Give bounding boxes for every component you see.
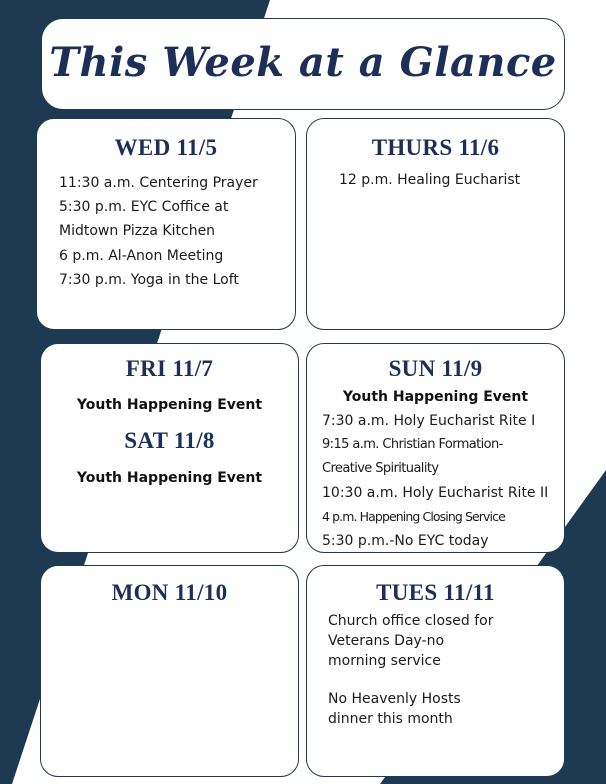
event-line: Church office closed for — [328, 613, 494, 629]
event-line: morning service — [328, 653, 441, 669]
event-line: Youth Happening Event — [76, 397, 263, 413]
event-line: Midtown Pizza Kitchen — [59, 223, 216, 239]
event-line: 5:30 p.m.-No EYC today — [322, 533, 489, 549]
event-line: 6 p.m. Al-Anon Meeting — [59, 248, 224, 264]
day-card-tues — [306, 565, 565, 777]
event-line: dinner this month — [328, 711, 453, 727]
event-line: Youth Happening Event — [76, 470, 263, 486]
event-line: 7:30 a.m. Holy Eucharist Rite I — [322, 413, 536, 429]
event-line: Veterans Day-no — [328, 633, 445, 649]
page-title: This Week at a Glance — [49, 39, 557, 86]
event-line: 11:30 a.m. Centering Prayer — [59, 175, 258, 191]
event-line: Youth Happening Event — [342, 389, 529, 405]
event-line: Creative Spirituality — [322, 461, 439, 476]
day-card-fri-sat — [40, 343, 299, 553]
event-line: 12 p.m. Healing Eucharist — [339, 172, 521, 188]
event-line: 4 p.m. Happening Closing Service — [322, 509, 505, 524]
day-heading-thurs: THURS 11/6 — [371, 135, 500, 160]
title-card — [41, 18, 565, 110]
day-heading-sun: SUN 11/9 — [388, 356, 483, 381]
event-line: 10:30 a.m. Holy Eucharist Rite II — [322, 485, 549, 501]
day-heading-tues: TUES 11/11 — [376, 580, 495, 605]
day-card-sun — [306, 343, 565, 553]
day-heading-sat: SAT 11/8 — [124, 428, 215, 453]
event-line: No Heavenly Hosts — [328, 691, 461, 707]
day-card-mon — [40, 565, 299, 777]
day-heading-mon: MON 11/10 — [111, 580, 228, 605]
day-heading-wed: WED 11/5 — [114, 135, 218, 160]
day-card-wed — [36, 118, 296, 330]
day-heading-fri: FRI 11/7 — [125, 356, 214, 381]
day-card-thurs — [306, 118, 565, 330]
event-line: 9:15 a.m. Christian Formation- — [322, 437, 503, 452]
event-line: 7:30 p.m. Yoga in the Loft — [59, 272, 239, 288]
event-line: 5:30 p.m. EYC Coffice at — [59, 199, 229, 215]
